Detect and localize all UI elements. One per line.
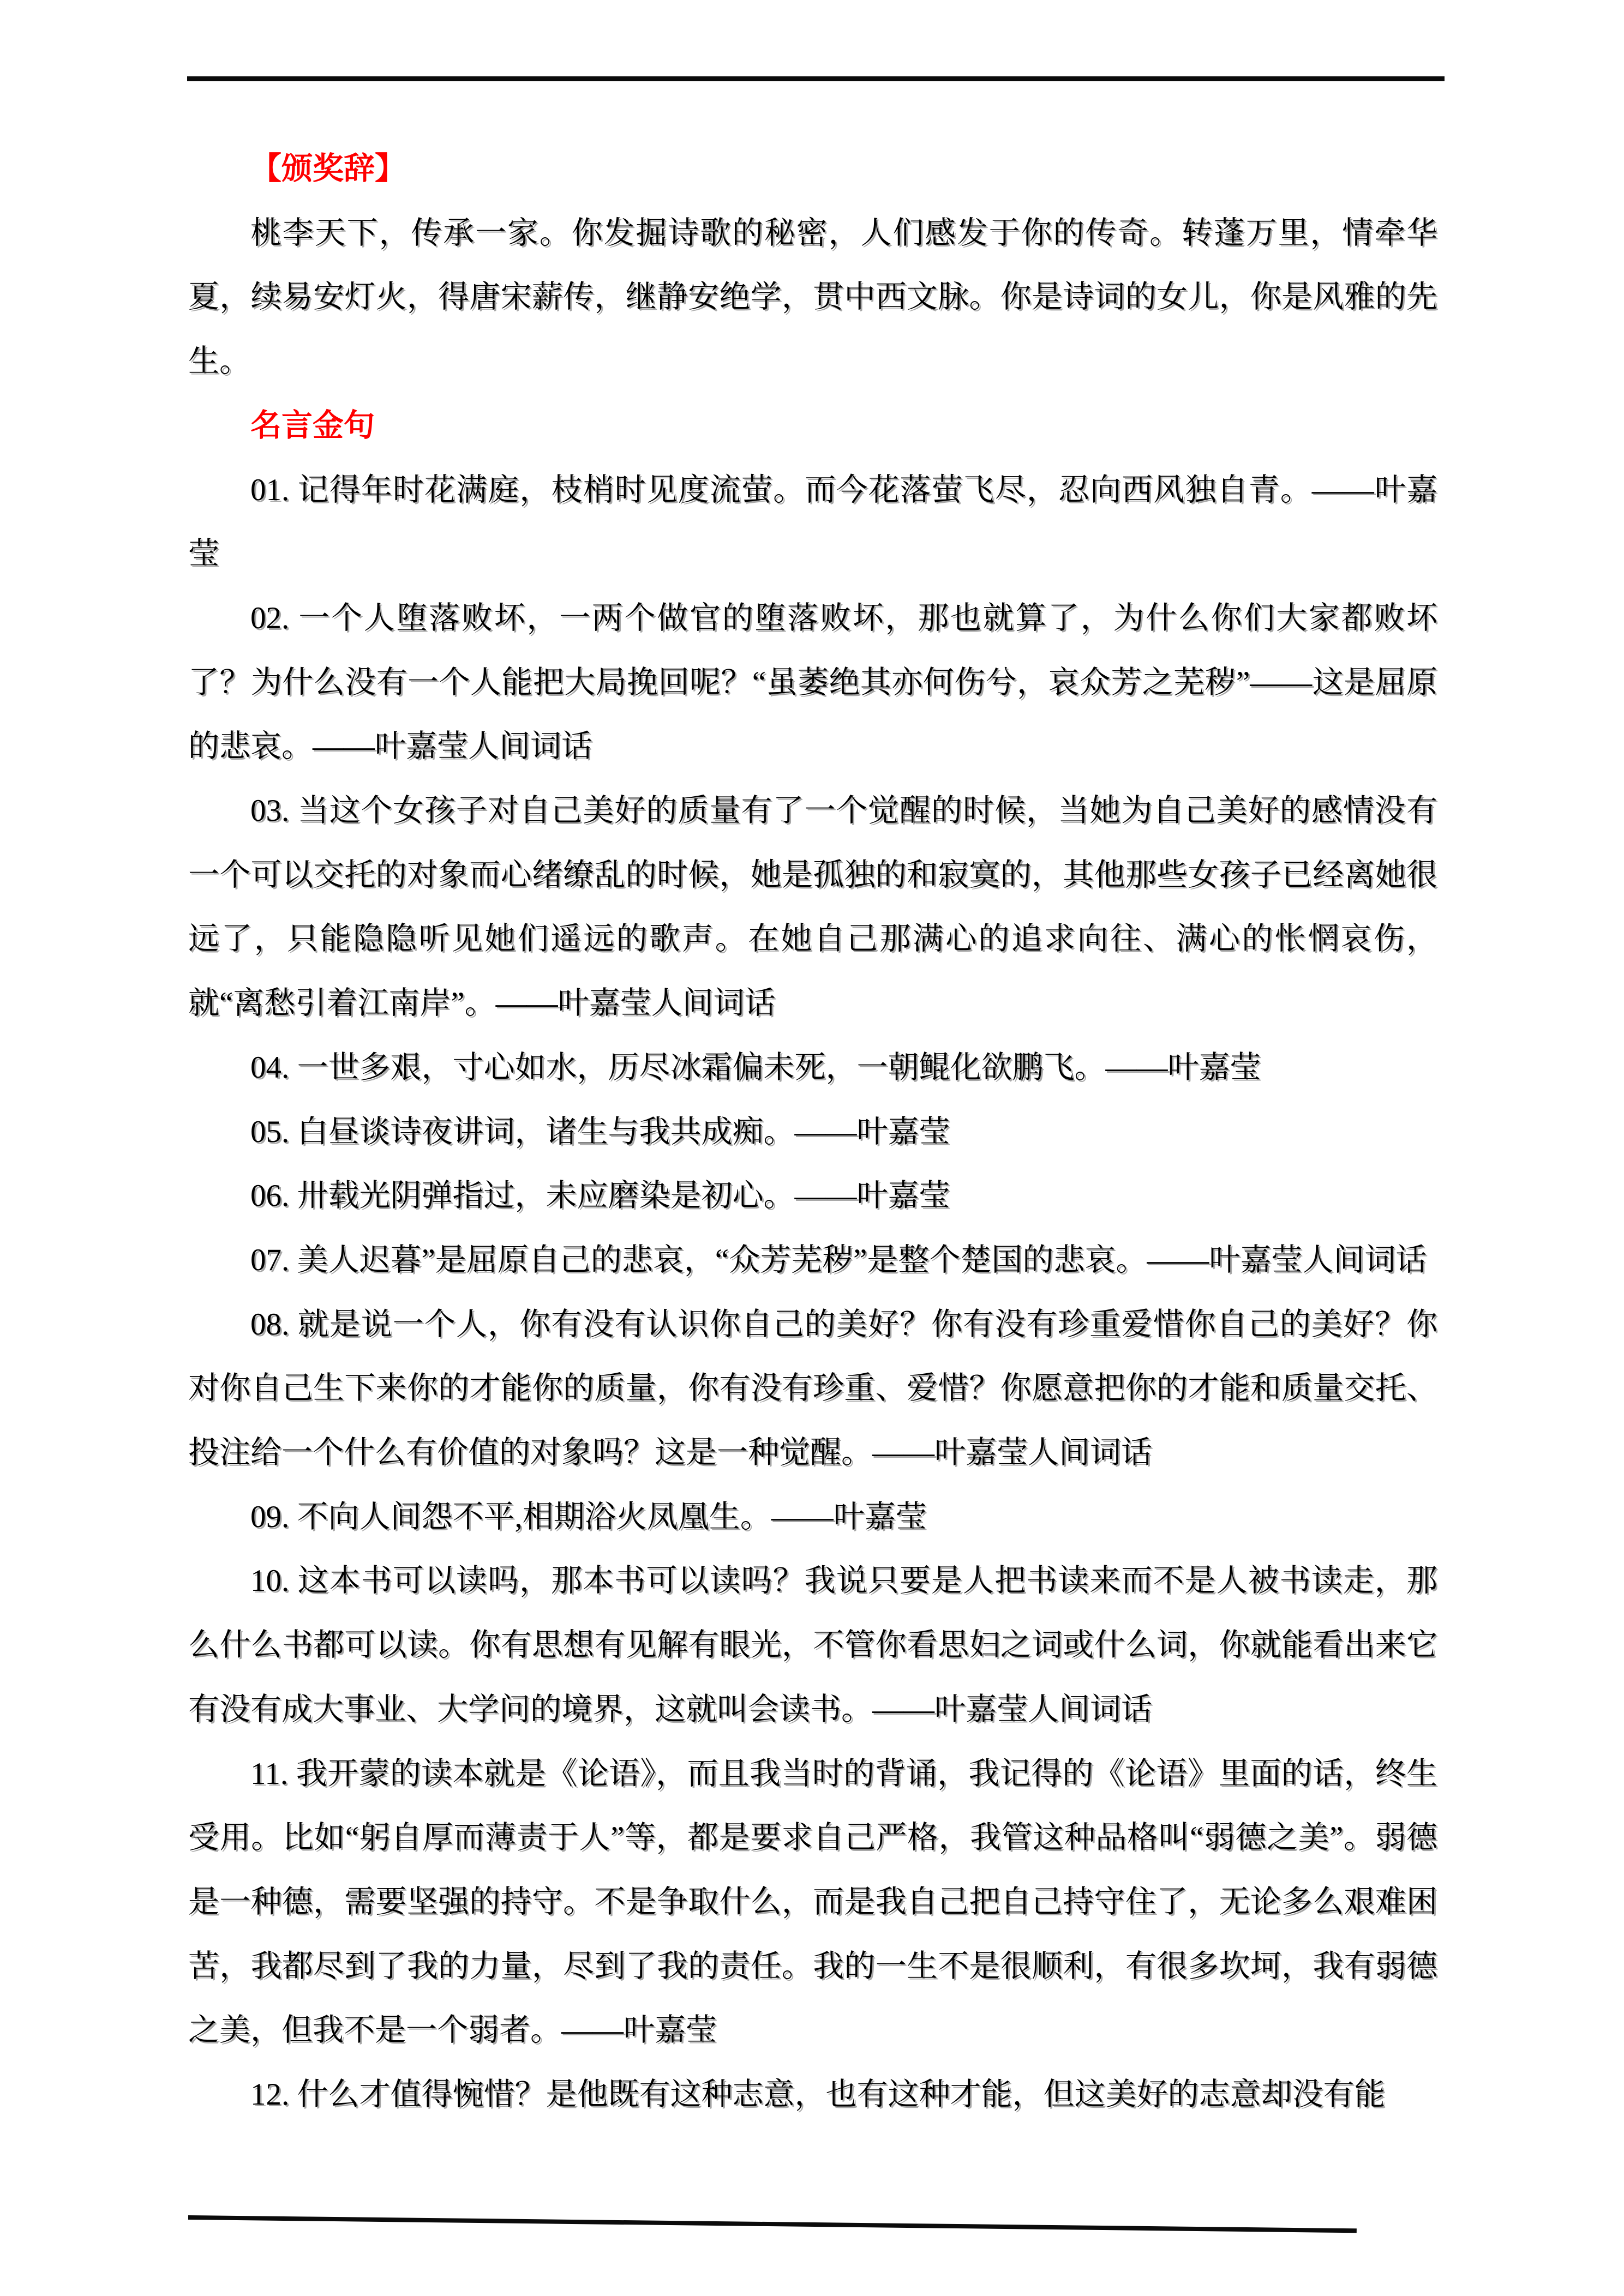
quote-07: 07. 美人迟暮”是屈原自己的悲哀，“众芳芜秽”是整个楚国的悲哀。——叶嘉莹人间词话 xyxy=(250,1242,1427,1277)
footer-rule xyxy=(188,2215,1357,2233)
header-rule xyxy=(187,76,1445,81)
quote-10: 10. 这本书可以读吗，那本书可以读吗？我说只要是人把书读来而不是人被书读走，那么什么书都可以读。你有思想有见解有眼光，不管你看思妇之词或什么词，你就能看出来它有没有成大事业、大学问的境界，这就叫会读书。——叶嘉莹人间词话 xyxy=(188,1564,1437,1727)
quote-09: 09. 不向人间怨不平,相期浴火凤凰生。——叶嘉莹 xyxy=(250,1499,927,1534)
quote-11: 11. 我开蒙的读本就是《论语》，而且我当时的背诵，我记得的《论语》里面的话，终生受用。比如“躬自厚而薄责于人”等，都是要求自己严格，我管这种品格叫“弱德之美”。弱德是一种德，需要坚强的持守。不是争取什么，而是我自己把自己持守住了，无论多么艰难困苦，我都尽到了我的力量，尽到了我的责任。我的一生不是很顺利，有很多坎坷，我有弱德之美，但我不是一个弱者。——叶嘉莹 xyxy=(188,1756,1437,2048)
quote-02: 02. 一个人堕落败坏，一两个做官的堕落败坏，那也就算了，为什么你们大家都败坏了？为什么没有一个人能把大局挽回呢？“虽萎绝其亦何伤兮，哀众芳之芜秽”——这是屈原的悲哀。——叶嘉莹人间词话 xyxy=(188,600,1437,764)
quote-01: 01. 记得年时花满庭，枝梢时见度流萤。而今花落萤飞尽，忍向西风独自青。——叶嘉莹 xyxy=(188,472,1437,572)
quote-12: 12. 什么才值得惋惜？是他既有这种志意，也有这种才能，但这美好的志意却没有能 xyxy=(250,2077,1386,2112)
award-citation-heading: 【颁奖辞】 xyxy=(250,152,406,186)
quote-08: 08. 就是说一个人，你有没有认识你自己的美好？你有没有珍重爱惜你自己的美好？你对你自己生下来你的才能你的质量，你有没有珍重、爱惜？你愿意把你的才能和质量交托、投注给一个什么有价值的对象吗？这是一种觉醒。——叶嘉莹人间词话 xyxy=(188,1307,1437,1470)
award-citation-paragraph: 桃李天下，传承一家。你发掘诗歌的秘密，人们感发于你的传奇。转蓬万里，情牵华夏，续易安灯火，得唐宋薪传，继静安绝学，贯中西文脉。你是诗词的女儿，你是风雅的先生。 xyxy=(188,215,1437,379)
document-body xyxy=(188,137,1437,2127)
quote-04: 04. 一世多艰，寸心如水，历尽冰霜偏未死，一朝鲲化欲鹏飞。——叶嘉莹 xyxy=(250,1050,1261,1085)
quote-06: 06. 卅载光阴弹指过，未应磨染是初心。——叶嘉莹 xyxy=(250,1179,950,1213)
quote-03: 03. 当这个女孩子对自己美好的质量有了一个觉醒的时候，当她为自己美好的感情没有一个可以交托的对象而心绪缭乱的时候，她是孤独的和寂寞的，其他那些女孩子已经离她很远了，只能隐隐听见她们遥远的歌声。在她自己那满心的追求向往、满心的怅惘哀伤，就“离愁引着江南岸”。——叶嘉莹人间词话 xyxy=(188,794,1437,1021)
quote-05: 05. 白昼谈诗夜讲词，诸生与我共成痴。——叶嘉莹 xyxy=(250,1114,950,1149)
golden-quotes-heading: 名言金句 xyxy=(250,408,375,443)
